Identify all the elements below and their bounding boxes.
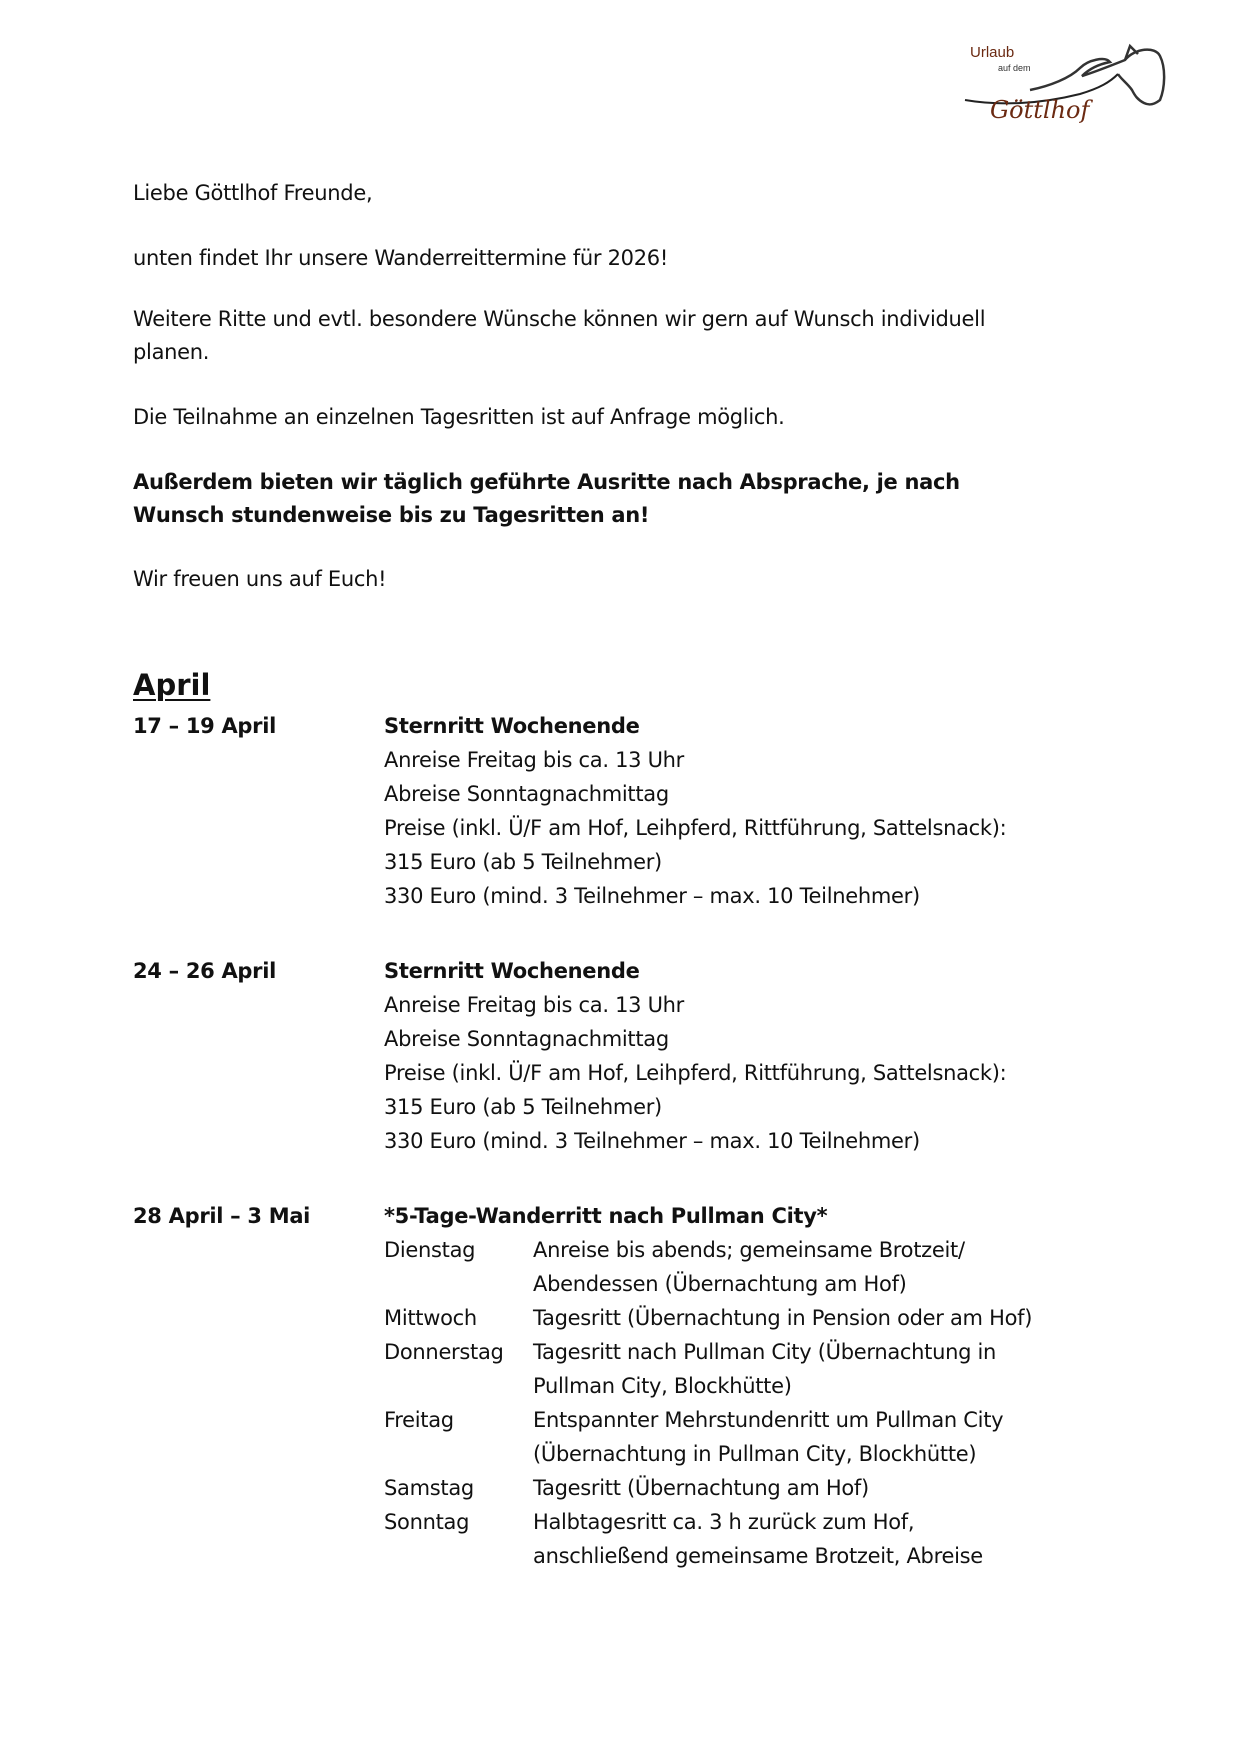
intro-paragraph-2-line-1: Weitere Ritte und evtl. besondere Wünsche können wir gern auf Wunsch individuell xyxy=(133,307,986,331)
event-3-day-text: anschließend gemeinsame Brotzeit, Abreise xyxy=(533,1544,983,1568)
event-3-day-text: Abendessen (Übernachtung am Hof) xyxy=(533,1272,907,1296)
event-2-line: 315 Euro (ab 5 Teilnehmer) xyxy=(384,1095,662,1119)
closing-line: Wir freuen uns auf Euch! xyxy=(133,567,387,591)
event-3-title: *5-Tage-Wanderritt nach Pullman City* xyxy=(384,1204,828,1228)
bold-notice-line-1: Außerdem bieten wir täglich geführte Ausritte nach Absprache, je nach xyxy=(133,470,960,494)
logo-text-gottlhof: Göttlhof xyxy=(990,96,1090,124)
event-3-day: Sonntag xyxy=(384,1510,470,1534)
event-3-day: Dienstag xyxy=(384,1238,476,1262)
intro-paragraph-1: unten findet Ihr unsere Wanderreittermine für 2026! xyxy=(133,246,668,270)
event-3-day-text: Anreise bis abends; gemeinsame Brotzeit/ xyxy=(533,1238,965,1262)
event-2-date: 24 – 26 April xyxy=(133,959,277,983)
event-3-day-text: Halbtagesritt ca. 3 h zurück zum Hof, xyxy=(533,1510,915,1534)
intro-paragraph-2-line-2: planen. xyxy=(133,340,210,364)
event-3-day-text: Tagesritt (Übernachtung in Pension oder am Hof) xyxy=(533,1306,1033,1330)
event-3-day-text: Pullman City, Blockhütte) xyxy=(533,1374,792,1398)
logo xyxy=(960,38,1170,133)
event-3-day-text: (Übernachtung in Pullman City, Blockhütte) xyxy=(533,1442,977,1466)
event-3-day: Freitag xyxy=(384,1408,454,1432)
bold-notice-line-2: Wunsch stundenweise bis zu Tagesritten an! xyxy=(133,503,650,527)
event-2-line: Preise (inkl. Ü/F am Hof, Leihpferd, Rittführung, Sattelsnack): xyxy=(384,1061,1007,1085)
event-1-date: 17 – 19 April xyxy=(133,714,277,738)
event-1-line: 330 Euro (mind. 3 Teilnehmer – max. 10 Teilnehmer) xyxy=(384,884,920,908)
logo-text-auf-dem: auf dem xyxy=(998,63,1031,73)
event-1-line: Preise (inkl. Ü/F am Hof, Leihpferd, Rittführung, Sattelsnack): xyxy=(384,816,1007,840)
intro-paragraph-3: Die Teilnahme an einzelnen Tagesritten ist auf Anfrage möglich. xyxy=(133,405,785,429)
event-1-title: Sternritt Wochenende xyxy=(384,714,640,738)
event-2-line: Abreise Sonntagnachmittag xyxy=(384,1027,669,1051)
logo-text-urlaub: Urlaub xyxy=(970,44,1015,61)
event-3-date: 28 April – 3 Mai xyxy=(133,1204,311,1228)
event-3-day: Donnerstag xyxy=(384,1340,504,1364)
event-3-day-text: Tagesritt nach Pullman City (Übernachtung in xyxy=(533,1340,997,1364)
event-2-line: Anreise Freitag bis ca. 13 Uhr xyxy=(384,993,684,1017)
event-3-day: Samstag xyxy=(384,1476,474,1500)
event-1-line: 315 Euro (ab 5 Teilnehmer) xyxy=(384,850,662,874)
event-3-day-text: Entspannter Mehrstundenritt um Pullman City xyxy=(533,1408,1004,1432)
event-1-line: Abreise Sonntagnachmittag xyxy=(384,782,669,806)
month-heading: April xyxy=(133,668,211,702)
event-2-title: Sternritt Wochenende xyxy=(384,959,640,983)
event-3-day-text: Tagesritt (Übernachtung am Hof) xyxy=(533,1476,869,1500)
event-3-day: Mittwoch xyxy=(384,1306,477,1330)
event-1-line: Anreise Freitag bis ca. 13 Uhr xyxy=(384,748,684,772)
greeting: Liebe Göttlhof Freunde, xyxy=(133,181,373,205)
event-2-line: 330 Euro (mind. 3 Teilnehmer – max. 10 Teilnehmer) xyxy=(384,1129,920,1153)
